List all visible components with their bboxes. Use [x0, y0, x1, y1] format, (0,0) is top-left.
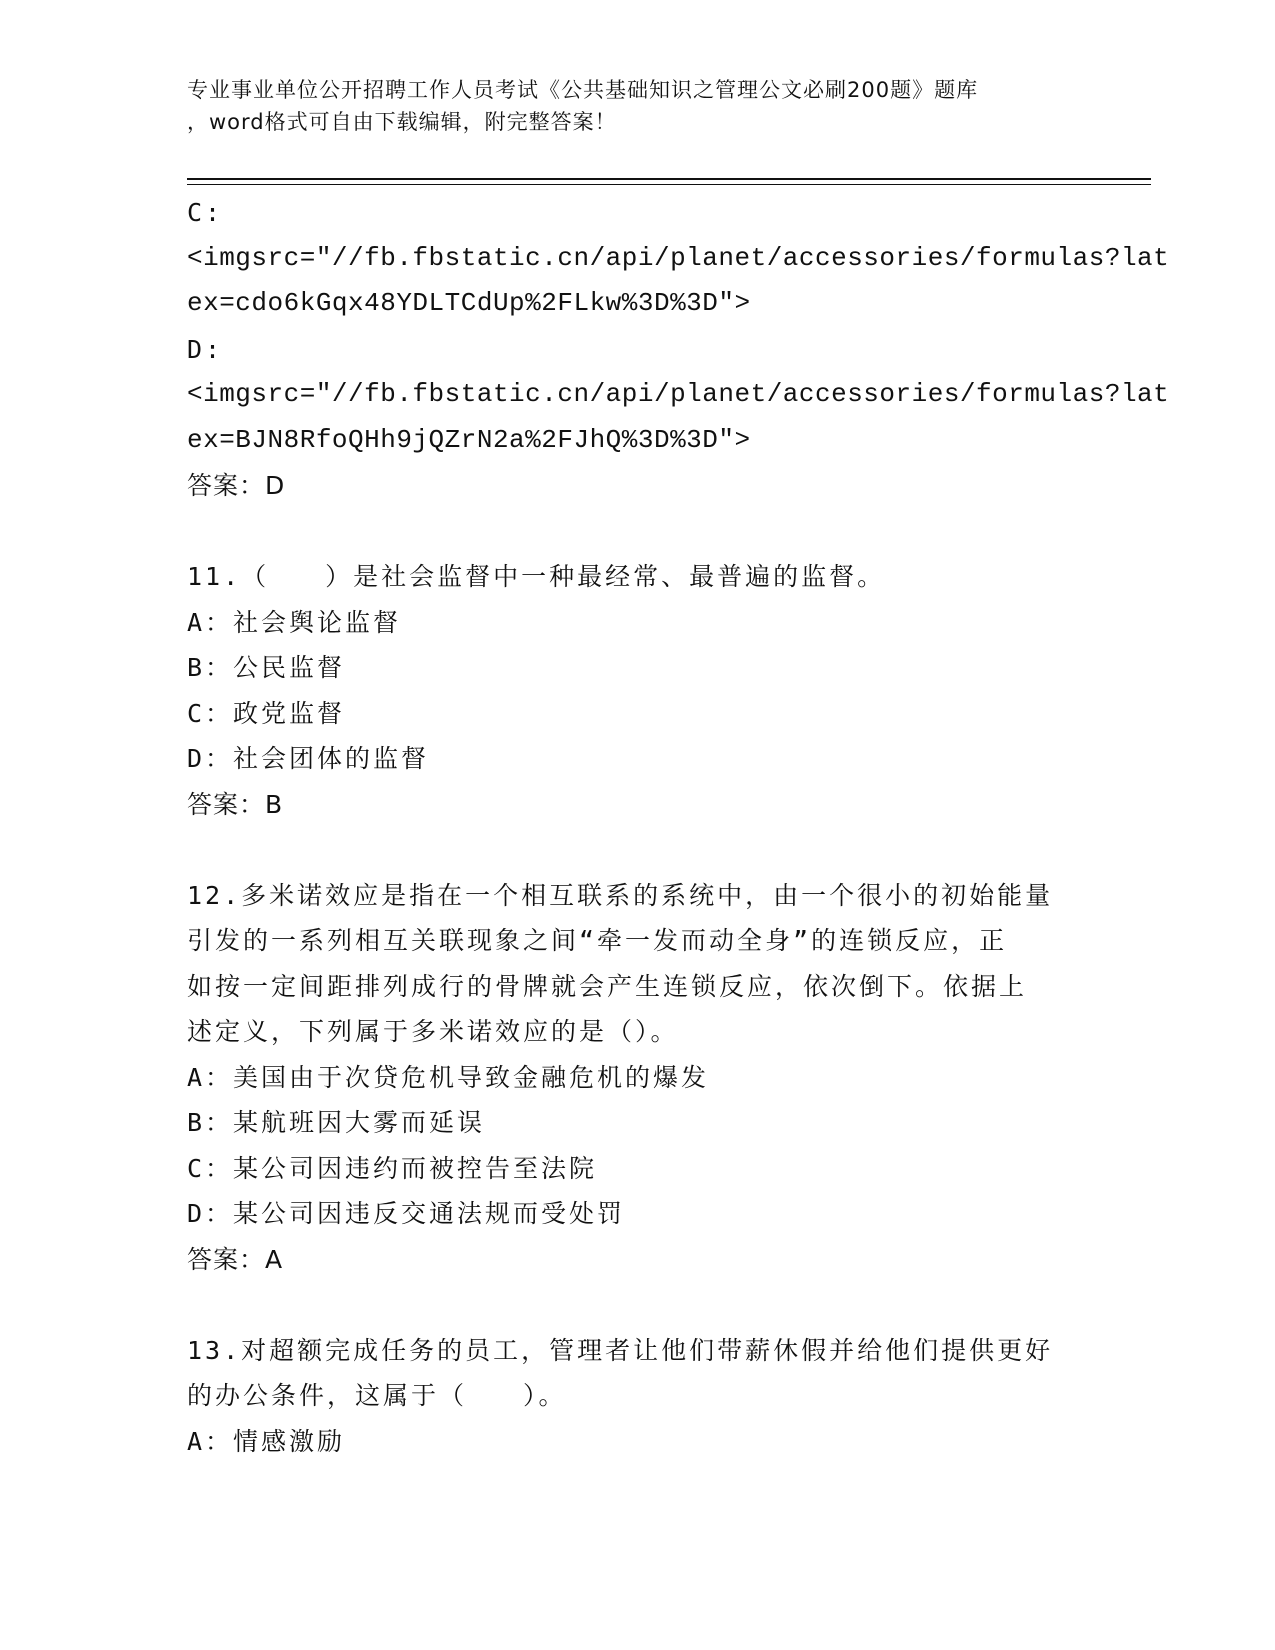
question-stem: 11.（ ）是社会监督中一种最经常、最普遍的监督。 [187, 562, 886, 591]
question-spacer [187, 1282, 1087, 1328]
question-stem-line-4: 述定义，下列属于多米诺效应的是（）。 [187, 1017, 679, 1046]
answer: 答案：B [187, 789, 284, 819]
question-spacer [187, 827, 1087, 873]
option-d-image-source-line-1: <imgsrc="//fb.fbstatic.cn/api/planet/accessories/formulas?lat [187, 379, 1170, 409]
header-title-line-2: ，word格式可自由下载编辑，附完整答案！ [187, 110, 617, 134]
option-d: D：社会团体的监督 [187, 744, 430, 773]
option-b: B：公民监督 [187, 653, 346, 682]
question-10-tail [187, 190, 1170, 509]
answer: 答案：D [187, 471, 286, 500]
question-12 [187, 873, 1087, 1283]
question-spacer [187, 509, 1087, 555]
option-c-label: C: [187, 198, 224, 227]
option-c: C：某公司因违约而被控告至法院 [187, 1153, 598, 1183]
question-13 [187, 1328, 1087, 1465]
option-d: D：某公司因违反交通法规而受处罚 [187, 1199, 626, 1228]
question-stem-line-3: 如按一定间距排列成行的骨牌就会产生连锁反应，依次倒下。依据上 [187, 971, 1028, 1001]
option-a: A：情感激励 [187, 1426, 346, 1456]
option-d-image-source-line-2: ex=BJN8RfoQHh9jQZrN2a%2FJhQ%3D%3D"> [187, 424, 751, 455]
header-divider [187, 178, 1151, 185]
option-c-image-source-line-1: <imgsrc="//fb.fbstatic.cn/api/planet/accessories/formulas?lat [187, 242, 1170, 273]
header-title-line-1: 专业事业单位公开招聘工作人员考试《公共基础知识之管理公文必刷200题》题库 [187, 78, 979, 102]
option-c-image-source-line-2: ex=cdo6kGqx48YDLTCdUp%2FLkw%3D%3D"> [187, 288, 751, 318]
question-stem-line-2: 引发的一系列相互关联现象之间“牵一发而动全身”的连锁反应，正 [187, 926, 1008, 955]
question-11 [187, 554, 1087, 827]
option-a: A：美国由于次贷危机导致金融危机的爆发 [187, 1062, 710, 1092]
option-b: B：某航班因大雾而延误 [187, 1108, 486, 1137]
page-header [187, 74, 1087, 138]
document-body [187, 190, 1170, 1464]
answer: 答案：A [187, 1244, 284, 1274]
question-stem-line-1: 12.多米诺效应是指在一个相互联系的系统中，由一个很小的初始能量 [187, 880, 1054, 910]
question-stem-line-1: 13.对超额完成任务的员工，管理者让他们带薪休假并给他们提供更好 [187, 1335, 1054, 1365]
option-a: A：社会舆论监督 [187, 607, 402, 637]
option-c: C：政党监督 [187, 698, 346, 728]
question-stem-line-2: 的办公条件，这属于（ ）。 [187, 1381, 567, 1410]
option-d-label: D: [187, 334, 224, 364]
